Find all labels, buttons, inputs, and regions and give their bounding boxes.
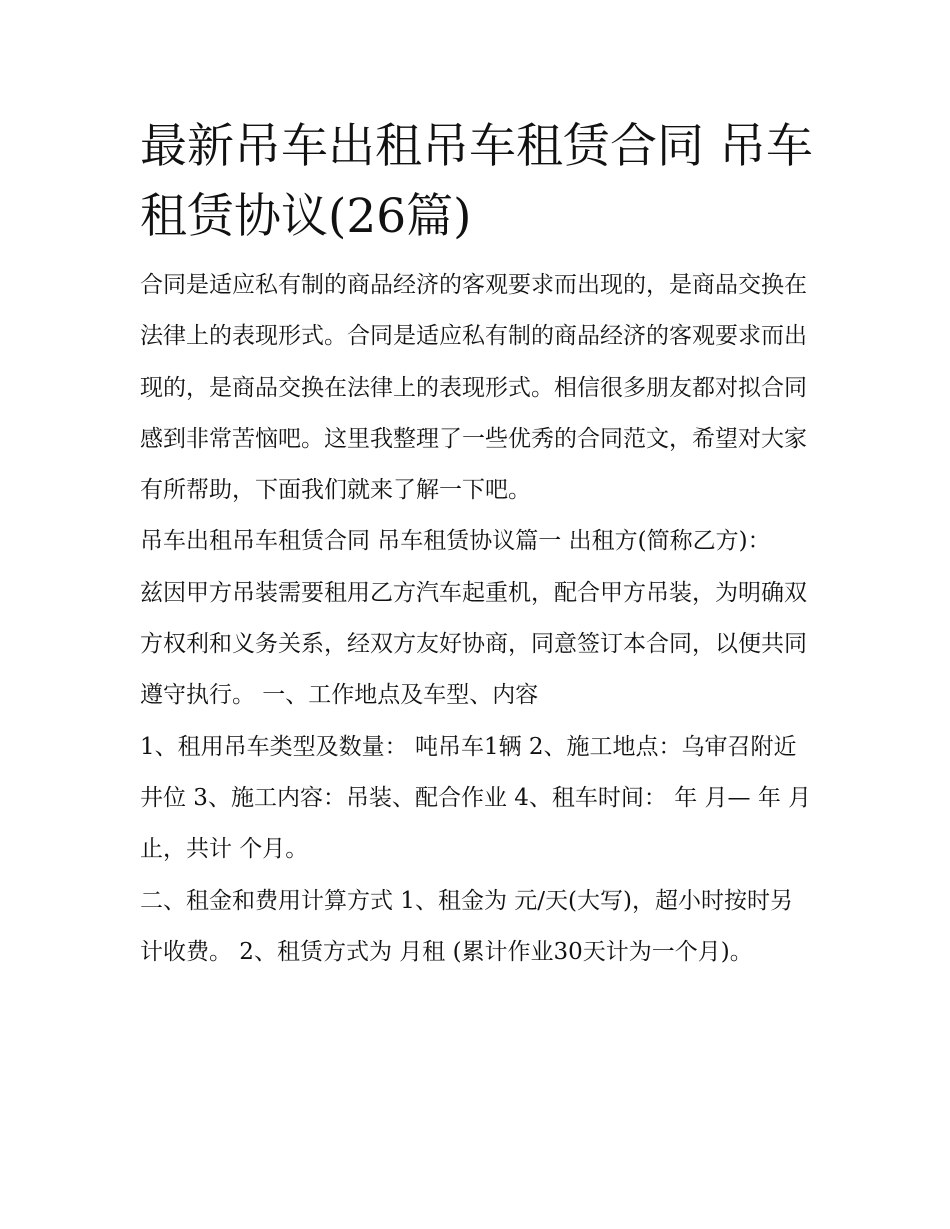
- section-heading-paragraph: 吊车出租吊车租赁合同 吊车租赁协议篇一 出租方(简称乙方)：: [140, 528, 771, 555]
- clause-1-paragraph: 1、租用吊车类型及数量： 吨吊车1辆 2、施工地点：乌审召附近井位 3、施工内容：吊装、配合作业 4、租车时间： 年 月— 年 月止，共计 个月。: [140, 733, 812, 863]
- document-body: [140, 112, 814, 978]
- intro-paragraph: 合同是适应私有制的商品经济的客观要求而出现的，是商品交换在法律上的表现形式。合同是适应私有制的商品经济的客观要求而出现的，是商品交换在法律上的表现形式。相信很多朋友都对拟合同感到非常苦恼吧。这里我整理了一些优秀的合同范文，希望对大家有所帮助，下面我们就来了解一下吧。: [140, 272, 807, 504]
- document-title: 最新吊车出租吊车租赁合同 吊车租赁协议(26篇): [140, 119, 813, 244]
- clause-2-paragraph: 二、租金和费用计算方式 1、租金为 元/天(大写)，超小时按时另计收费。 2、租赁方式为 月租 (累计作业30天计为一个月)。: [140, 887, 793, 965]
- preamble-paragraph: 兹因甲方吊装需要租用乙方汽车起重机，配合甲方吊装，为明确双方权利和义务关系，经双方友好协商，同意签订本合同，以便共同遵守执行。 一、工作地点及车型、内容: [140, 579, 807, 709]
